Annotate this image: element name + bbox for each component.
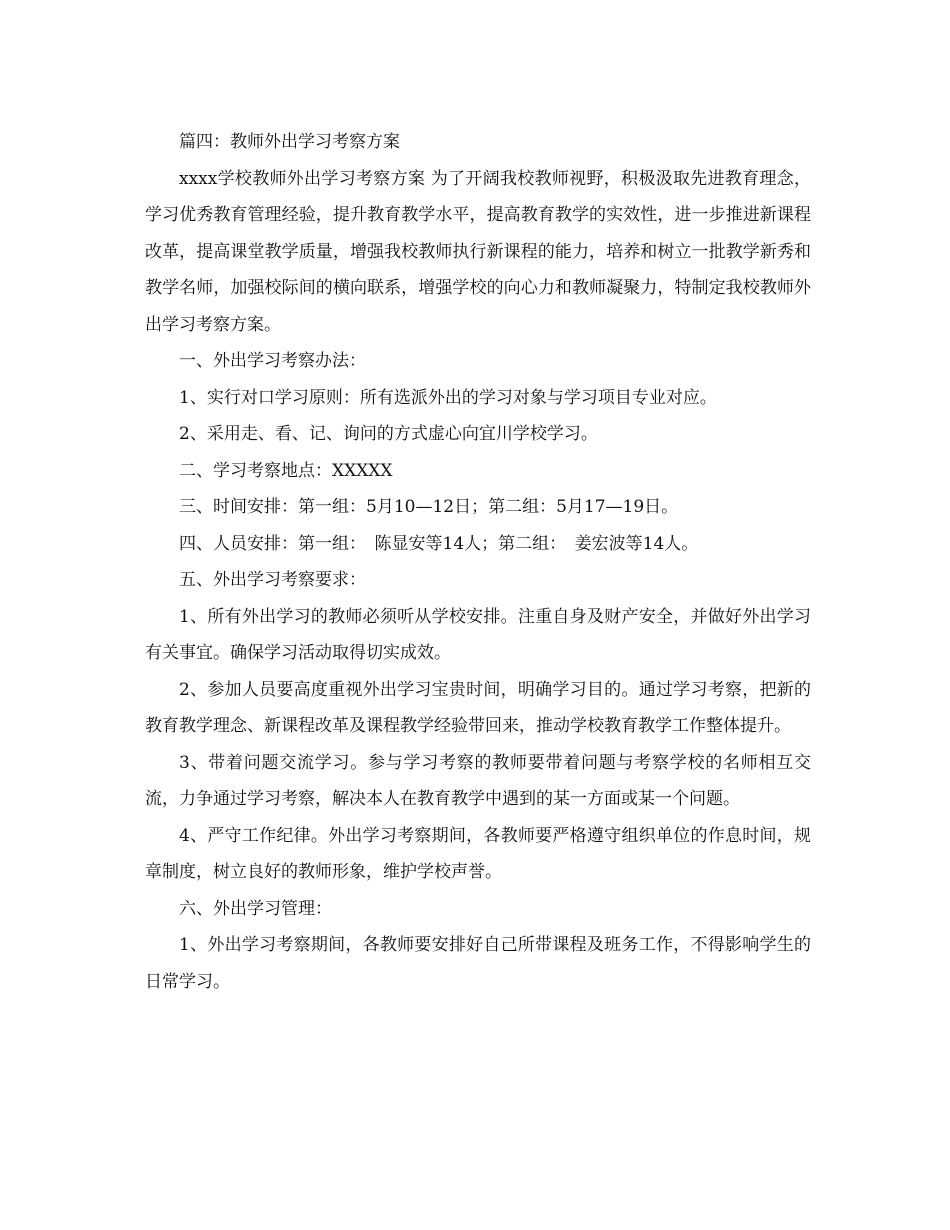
section-5-item-1: 1、所有外出学习的教师必须听从学校安排。注重自身及财产安全，并做好外出学习有关事宜。确保学习活动取得切实成效。 <box>145 606 811 663</box>
section-1-item-1: 1、实行对口学习原则：所有选派外出的学习对象与学习项目专业对应。 <box>179 387 717 408</box>
intro-paragraph: xxxx学校教师外出学习考察方案 为了开阔我校教师视野，积极汲取先进教育理念，学习优秀教育管理经验，提升教育教学水平，提高教育教学的实效性，进一步推进新课程改革，提高课堂教学质量，增强我校教师执行新课程的能力，培养和树立一批教学新秀和教学名师，加强校际间的横向联系，增强学校的向心力和教师凝聚力，特制定我校教师外出学习考察方案。 <box>145 168 811 335</box>
section-5-title: 五、外出学习考察要求： <box>179 570 366 590</box>
section-1-item-2: 2、采用走、看、记、询问的方式虚心向宜川学校学习。 <box>179 424 598 444</box>
section-4-personnel: 四、人员安排：第一组： 陈显安等14人；第二组： 姜宏波等14人。 <box>179 533 699 554</box>
section-5-item-2: 2、参加人员要高度重视外出学习宝贵时间，明确学习目的。通过学习考察，把新的教育教学理念、新课程改革及课程教学经验带回来，推动学校教育教学工作整体提升。 <box>145 679 811 736</box>
document-body <box>145 124 811 1000</box>
section-1-title: 一、外出学习考察办法： <box>179 351 366 371</box>
section-6-item-1: 1、外出学习考察期间，各教师要安排好自己所带课程及班务工作，不得影响学生的日常学习。 <box>145 935 811 992</box>
section-5-item-3: 3、带着问题交流学习。参与学习考察的教师要带着问题与考察学校的名师相互交流，力争通过学习考察，解决本人在教育教学中遇到的某一方面或某一个问题。 <box>145 752 811 809</box>
document-heading: 篇四：教师外出学习考察方案 <box>179 132 400 152</box>
section-3-schedule: 三、时间安排：第一组：5月10—12日；第二组：5月17—19日。 <box>179 497 679 517</box>
section-5-item-4: 4、严守工作纪律。外出学习考察期间，各教师要严格遵守组织单位的作息时间，规章制度，树立良好的教师形象，维护学校声誉。 <box>145 825 811 882</box>
section-6-title: 六、外出学习管理： <box>179 898 332 919</box>
section-2-location: 二、学习考察地点：XXXXX <box>179 460 393 481</box>
